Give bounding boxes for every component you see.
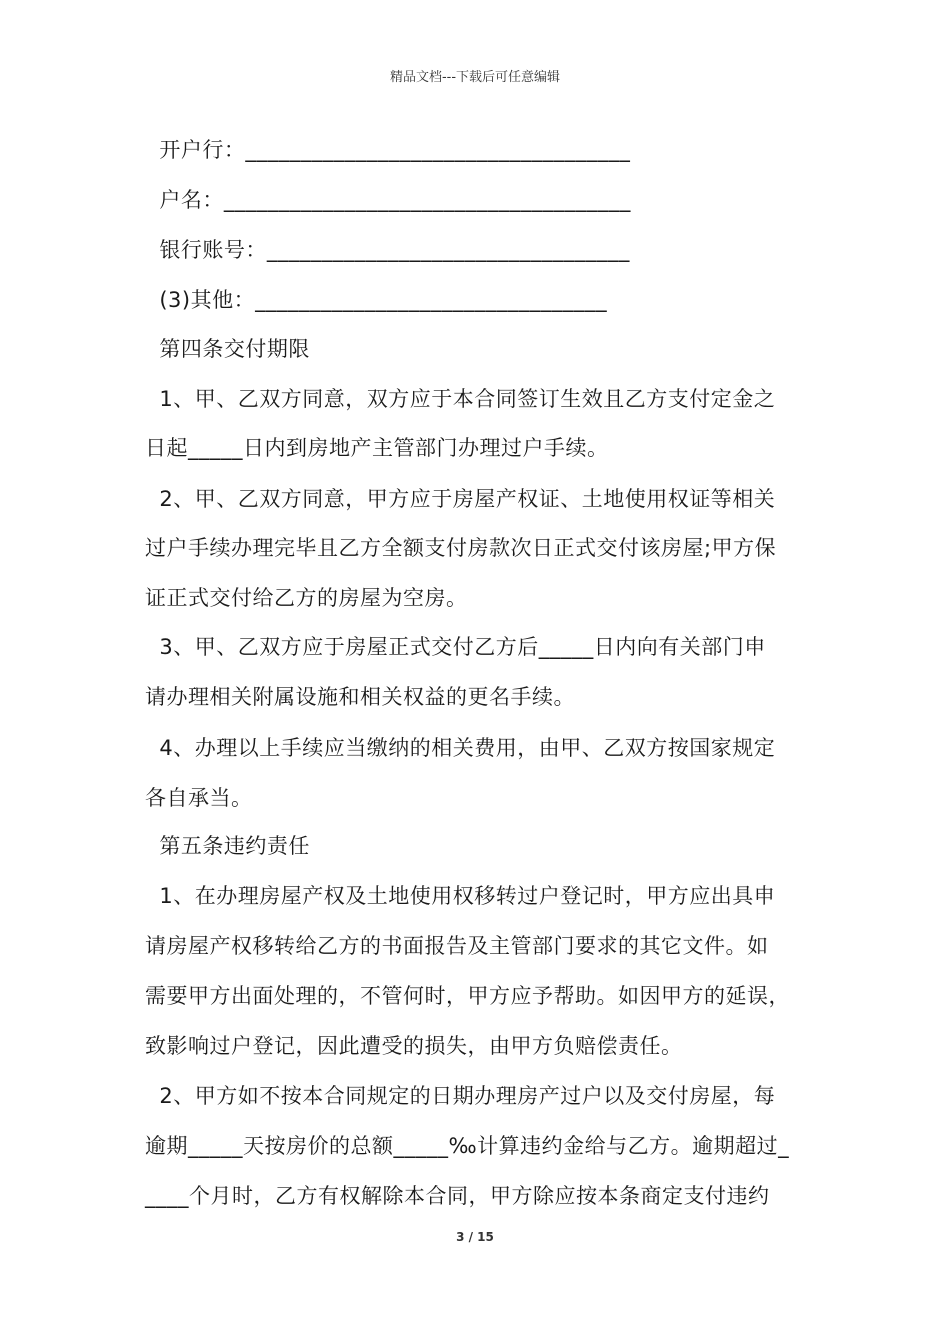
paragraph-line: 1、在办理房屋产权及土地使用权移转过户登记时，甲方应出具申 <box>145 884 776 908</box>
paragraph-line: 日起_____日内到房地产主管部门办理过户手续。 <box>145 436 609 460</box>
other-line: (3)其他：________________________________ <box>145 288 608 312</box>
account-bank-line: 开户行：___________________________________ <box>145 138 631 162</box>
paragraph-line: 2、甲方如不按本合同规定的日期办理房产过户以及交付房屋，每 <box>145 1084 776 1108</box>
paragraph-line: 证正式交付给乙方的房屋为空房。 <box>145 586 468 610</box>
paragraph-line: 需要甲方出面处理的，不管何时，甲方应予帮助。如因甲方的延误， <box>145 984 790 1008</box>
paragraph-line: 请房屋产权移转给乙方的书面报告及主管部门要求的其它文件。如 <box>145 934 769 958</box>
bank-account-number-line: 银行账号：_________________________________ <box>145 238 630 262</box>
article-5-heading: 第五条违约责任 <box>145 834 310 858</box>
paragraph-line: ____个月时，乙方有权解除本合同，甲方除应按本条商定支付违约 <box>145 1184 770 1208</box>
paragraph-line: 请办理相关附属设施和相关权益的更名手续。 <box>145 685 575 709</box>
account-name-line: 户名：_____________________________________ <box>145 188 631 212</box>
page-number: 3 / 15 <box>456 1230 494 1244</box>
paragraph-line: 4、办理以上手续应当缴纳的相关费用，由甲、乙双方按国家规定 <box>145 736 776 760</box>
paragraph-line: 2、甲、乙双方同意，甲方应于房屋产权证、土地使用权证等相关 <box>145 487 776 511</box>
paragraph-line: 1、甲、乙双方同意，双方应于本合同签订生效且乙方支付定金之 <box>145 387 776 411</box>
paragraph-line: 过户手续办理完毕且乙方全额支付房款次日正式交付该房屋;甲方保 <box>145 536 777 560</box>
page-header: 精品文档---下载后可任意编辑 <box>389 70 561 85</box>
paragraph-line: 3、甲、乙双方应于房屋正式交付乙方后_____日内向有关部门申 <box>145 635 766 659</box>
article-4-heading: 第四条交付期限 <box>145 337 310 361</box>
paragraph-line: 逾期_____天按房价的总额_____‰计算违约金给与乙方。逾期超过_ <box>145 1134 790 1158</box>
paragraph-line: 致影响过户登记，因此遭受的损失，由甲方负赔偿责任。 <box>145 1034 683 1058</box>
paragraph-line: 各自承当。 <box>145 786 253 810</box>
